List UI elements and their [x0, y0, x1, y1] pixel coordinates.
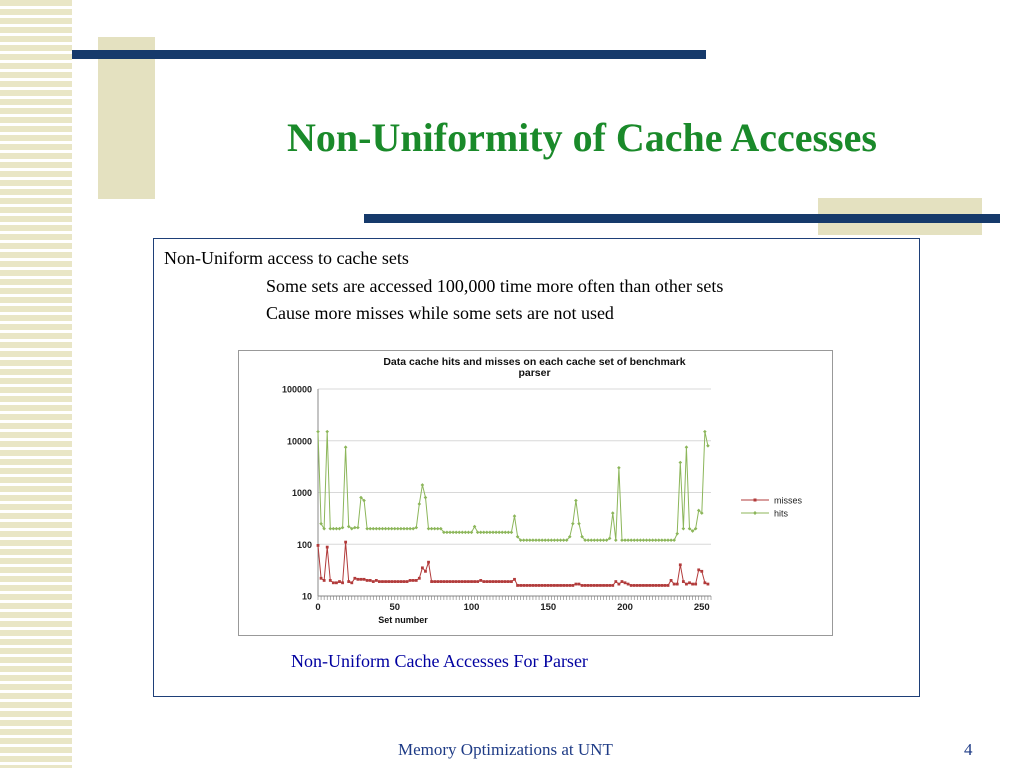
point-hits	[454, 531, 458, 535]
point-hits	[534, 538, 538, 542]
legend-marker-hits	[753, 511, 757, 515]
point-hits	[430, 527, 434, 531]
point-misses	[621, 580, 624, 583]
point-hits	[623, 538, 627, 542]
x-tick-label: 250	[693, 602, 710, 613]
point-hits	[682, 527, 686, 531]
point-hits	[571, 522, 575, 526]
point-hits	[537, 538, 541, 542]
point-misses	[691, 583, 694, 586]
point-hits	[418, 502, 422, 506]
point-misses	[584, 584, 587, 587]
point-hits	[669, 538, 673, 542]
point-hits	[602, 538, 606, 542]
point-misses	[396, 580, 399, 583]
point-misses	[430, 580, 433, 583]
legend-label-hits: hits	[774, 508, 789, 519]
point-hits	[586, 538, 590, 542]
right-rule-bar	[364, 214, 1000, 223]
point-hits	[522, 538, 526, 542]
point-misses	[350, 581, 353, 584]
point-hits	[614, 538, 618, 542]
top-rule-bar	[72, 50, 706, 59]
point-hits	[494, 531, 498, 535]
point-misses	[697, 568, 700, 571]
point-misses	[532, 584, 535, 587]
point-hits	[599, 538, 603, 542]
point-misses	[700, 570, 703, 573]
point-misses	[578, 583, 581, 586]
x-tick-label: 0	[315, 602, 321, 613]
point-misses	[667, 584, 670, 587]
point-hits	[396, 527, 400, 531]
top-accent-box	[98, 37, 155, 199]
point-hits	[467, 531, 471, 535]
chart-frame	[238, 350, 833, 636]
point-hits	[636, 538, 640, 542]
point-misses	[679, 563, 682, 566]
point-misses	[535, 584, 538, 587]
point-hits	[543, 538, 547, 542]
point-misses	[651, 584, 654, 587]
point-hits	[666, 538, 670, 542]
point-hits	[387, 527, 391, 531]
point-hits	[589, 538, 593, 542]
point-misses	[648, 584, 651, 587]
point-hits	[645, 538, 649, 542]
point-hits	[540, 538, 544, 542]
point-hits	[553, 538, 557, 542]
x-tick-label: 50	[389, 602, 401, 613]
point-misses	[627, 583, 630, 586]
point-misses	[415, 579, 418, 582]
point-hits	[368, 527, 372, 531]
point-misses	[479, 579, 482, 582]
point-misses	[464, 580, 467, 583]
point-misses	[519, 584, 522, 587]
point-misses	[421, 566, 424, 569]
point-misses	[599, 584, 602, 587]
point-hits	[500, 531, 504, 535]
point-misses	[559, 584, 562, 587]
point-hits	[414, 526, 418, 530]
point-misses	[630, 584, 633, 587]
point-misses	[387, 580, 390, 583]
bullet-main: Non-Uniform access to cache sets	[164, 248, 409, 268]
point-hits	[611, 511, 615, 515]
point-misses	[320, 577, 323, 580]
point-misses	[528, 584, 531, 587]
point-misses	[375, 579, 378, 582]
point-hits	[464, 531, 468, 535]
y-tick-label: 1000	[291, 488, 312, 498]
point-misses	[513, 578, 516, 581]
legend-label-misses: misses	[774, 495, 803, 506]
point-hits	[642, 538, 646, 542]
chart-grid	[318, 389, 711, 596]
point-misses	[575, 583, 578, 586]
point-misses	[412, 579, 415, 582]
point-hits	[328, 527, 332, 531]
point-misses	[568, 584, 571, 587]
point-misses	[498, 580, 501, 583]
point-misses	[492, 580, 495, 583]
point-misses	[553, 584, 556, 587]
point-hits	[482, 531, 486, 535]
point-misses	[406, 580, 409, 583]
point-misses	[707, 583, 710, 586]
point-misses	[624, 581, 627, 584]
point-hits	[574, 499, 578, 503]
point-hits	[470, 531, 474, 535]
point-misses	[507, 580, 510, 583]
point-misses	[485, 580, 488, 583]
side-stripe-decoration	[0, 0, 72, 768]
point-hits	[703, 430, 707, 434]
point-hits	[559, 538, 563, 542]
point-hits	[488, 531, 492, 535]
point-hits	[332, 527, 336, 531]
point-misses	[403, 580, 406, 583]
point-hits	[316, 430, 320, 434]
point-misses	[703, 581, 706, 584]
point-hits	[338, 527, 342, 531]
point-misses	[522, 584, 525, 587]
point-hits	[353, 526, 357, 530]
point-hits	[593, 538, 597, 542]
point-hits	[448, 531, 452, 535]
point-misses	[608, 584, 611, 587]
point-misses	[544, 584, 547, 587]
point-hits	[405, 527, 409, 531]
point-misses	[384, 580, 387, 583]
point-misses	[645, 584, 648, 587]
point-hits	[648, 538, 652, 542]
series-line-misses	[318, 542, 708, 585]
point-misses	[433, 580, 436, 583]
point-misses	[323, 579, 326, 582]
point-misses	[673, 583, 676, 586]
point-hits	[675, 532, 679, 536]
point-hits	[479, 531, 483, 535]
point-hits	[620, 538, 624, 542]
point-hits	[421, 483, 425, 487]
point-misses	[393, 580, 396, 583]
point-misses	[525, 584, 528, 587]
point-misses	[547, 584, 550, 587]
point-misses	[390, 580, 393, 583]
point-misses	[694, 583, 697, 586]
point-hits	[402, 527, 406, 531]
point-misses	[338, 580, 341, 583]
cache-access-chart	[239, 351, 832, 635]
point-misses	[605, 584, 608, 587]
point-misses	[378, 580, 381, 583]
chart-axes	[282, 385, 711, 614]
point-misses	[335, 581, 338, 584]
point-misses	[363, 578, 366, 581]
series-line-hits	[318, 432, 708, 541]
point-misses	[596, 584, 599, 587]
point-hits	[461, 531, 465, 535]
y-tick-label: 10	[301, 591, 312, 602]
point-hits	[685, 445, 689, 449]
point-hits	[562, 538, 566, 542]
point-misses	[685, 583, 688, 586]
point-hits	[654, 538, 658, 542]
point-misses	[418, 577, 421, 580]
point-misses	[357, 578, 360, 581]
point-misses	[381, 580, 384, 583]
point-misses	[332, 581, 335, 584]
point-hits	[626, 538, 630, 542]
point-hits	[706, 444, 710, 448]
point-hits	[393, 527, 397, 531]
point-hits	[672, 538, 676, 542]
point-hits	[528, 538, 532, 542]
point-misses	[562, 584, 565, 587]
point-misses	[461, 580, 464, 583]
point-misses	[676, 583, 679, 586]
point-hits	[365, 527, 369, 531]
point-hits	[556, 538, 560, 542]
point-misses	[642, 584, 645, 587]
point-misses	[470, 580, 473, 583]
point-misses	[565, 584, 568, 587]
point-misses	[682, 580, 685, 583]
point-hits	[663, 538, 667, 542]
point-hits	[371, 527, 375, 531]
chart-title: Data cache hits and misses on each cache set of benchmark parser	[383, 356, 686, 379]
point-hits	[546, 538, 550, 542]
point-misses	[670, 579, 673, 582]
point-misses	[442, 580, 445, 583]
bullet-sub-1: Some sets are accessed 100,000 time more often than other sets	[266, 276, 724, 296]
point-misses	[581, 584, 584, 587]
point-misses	[372, 580, 375, 583]
slide-number: 4	[964, 740, 973, 759]
point-misses	[657, 584, 660, 587]
point-misses	[467, 580, 470, 583]
point-misses	[614, 580, 617, 583]
point-hits	[651, 538, 655, 542]
point-misses	[590, 584, 593, 587]
point-misses	[664, 584, 667, 587]
figure-caption: Non-Uniform Cache Accesses For Parser	[291, 651, 588, 671]
point-hits	[617, 466, 621, 470]
point-misses	[439, 580, 442, 583]
point-misses	[593, 584, 596, 587]
point-hits	[384, 527, 388, 531]
point-hits	[344, 445, 348, 449]
point-misses	[501, 580, 504, 583]
point-hits	[341, 526, 345, 530]
point-hits	[632, 538, 636, 542]
point-misses	[473, 580, 476, 583]
point-hits	[497, 531, 501, 535]
point-misses	[611, 584, 614, 587]
point-hits	[427, 527, 431, 531]
point-misses	[654, 584, 657, 587]
point-misses	[360, 578, 363, 581]
point-hits	[491, 531, 495, 535]
point-misses	[399, 580, 402, 583]
point-hits	[660, 538, 664, 542]
point-hits	[390, 527, 394, 531]
point-hits	[513, 514, 517, 518]
point-hits	[678, 461, 682, 465]
point-hits	[525, 538, 529, 542]
point-hits	[378, 527, 382, 531]
point-hits	[457, 531, 461, 535]
y-tick-label: 100	[296, 539, 312, 550]
x-tick-label: 200	[617, 602, 633, 613]
point-misses	[409, 579, 412, 582]
point-misses	[688, 581, 691, 584]
point-hits	[639, 538, 643, 542]
bullet-sub-2: Cause more misses while some sets are not used	[266, 303, 614, 323]
point-hits	[507, 531, 511, 535]
point-misses	[449, 580, 452, 583]
point-misses	[427, 561, 430, 564]
point-misses	[458, 580, 461, 583]
point-misses	[424, 570, 427, 573]
point-hits	[476, 531, 480, 535]
point-misses	[489, 580, 492, 583]
chart-series-layer	[316, 430, 710, 587]
point-hits	[399, 527, 403, 531]
point-misses	[455, 580, 458, 583]
point-hits	[411, 527, 415, 531]
y-tick-label: 10000	[286, 436, 312, 447]
point-misses	[617, 583, 620, 586]
point-misses	[436, 580, 439, 583]
point-hits	[424, 496, 428, 500]
point-hits	[657, 538, 661, 542]
point-hits	[503, 531, 507, 535]
slide-title: Non-Uniformity of Cache Accesses	[287, 115, 877, 160]
point-hits	[436, 527, 440, 531]
point-misses	[347, 580, 350, 583]
x-tick-label: 150	[540, 602, 557, 613]
point-misses	[504, 580, 507, 583]
point-hits	[325, 430, 329, 434]
point-hits	[485, 531, 489, 535]
point-hits	[408, 527, 412, 531]
point-misses	[344, 541, 347, 544]
point-hits	[335, 527, 339, 531]
point-hits	[577, 522, 581, 526]
point-hits	[629, 538, 633, 542]
point-misses	[660, 584, 663, 587]
x-tick-label: 100	[463, 602, 480, 613]
footer-text: Memory Optimizations at UNT	[398, 740, 613, 759]
point-hits	[445, 531, 449, 535]
chart-legend	[741, 496, 803, 519]
point-hits	[531, 538, 535, 542]
point-misses	[538, 584, 541, 587]
point-misses	[341, 581, 344, 584]
point-misses	[636, 584, 639, 587]
point-hits	[375, 527, 379, 531]
point-misses	[366, 579, 369, 582]
point-hits	[433, 527, 437, 531]
point-misses	[633, 584, 636, 587]
point-misses	[476, 580, 479, 583]
point-misses	[317, 544, 320, 547]
point-misses	[353, 577, 356, 580]
point-misses	[556, 584, 559, 587]
point-misses	[446, 580, 449, 583]
point-misses	[510, 580, 513, 583]
point-misses	[571, 584, 574, 587]
point-hits	[381, 527, 385, 531]
point-misses	[329, 579, 332, 582]
point-misses	[602, 584, 605, 587]
point-misses	[452, 580, 455, 583]
point-misses	[495, 580, 498, 583]
point-misses	[550, 584, 553, 587]
point-misses	[541, 584, 544, 587]
point-misses	[587, 584, 590, 587]
point-hits	[510, 531, 514, 535]
point-misses	[326, 546, 329, 549]
point-misses	[516, 584, 519, 587]
legend-marker-misses	[754, 499, 757, 502]
point-misses	[369, 579, 372, 582]
point-misses	[482, 580, 485, 583]
y-tick-label: 100000	[281, 384, 312, 395]
point-hits	[550, 538, 554, 542]
point-hits	[596, 538, 600, 542]
point-hits	[451, 531, 455, 535]
point-hits	[356, 526, 360, 530]
point-misses	[639, 584, 642, 587]
x-axis-label: Set number	[378, 615, 428, 625]
